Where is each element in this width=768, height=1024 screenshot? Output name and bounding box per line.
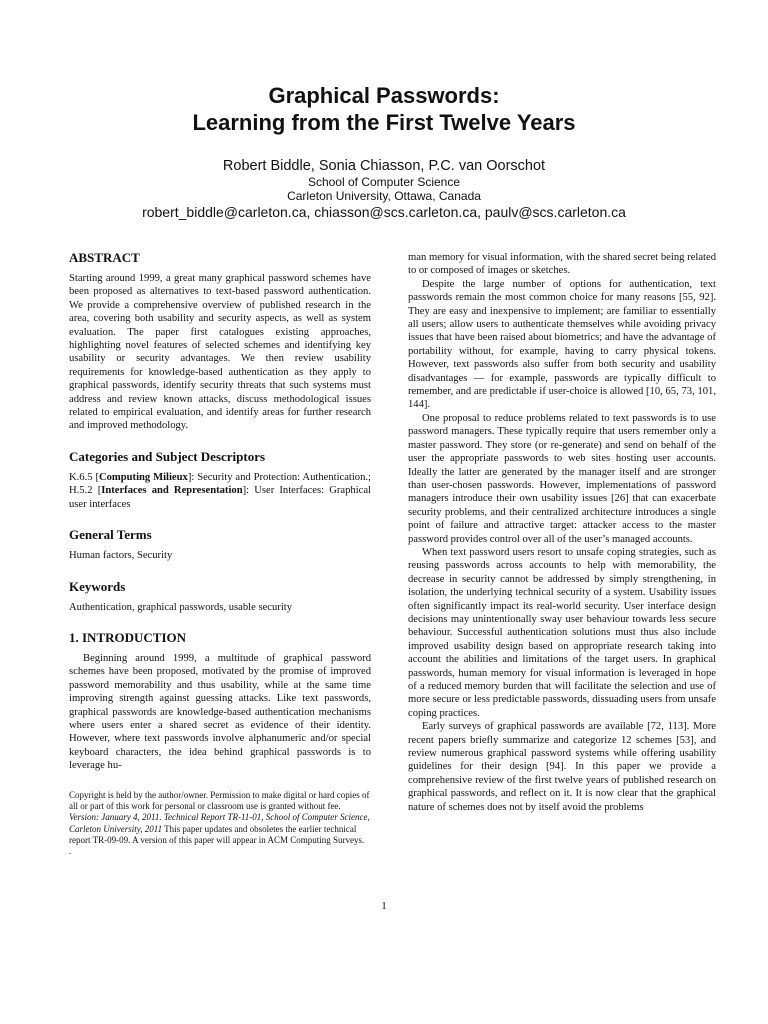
left-column (69, 250, 371, 773)
introduction-heading: 1. INTRODUCTION (69, 629, 187, 645)
copyright-footnote (69, 790, 374, 857)
abstract-heading: ABSTRACT (69, 250, 140, 265)
general-terms-text: Human factors, Security (69, 550, 173, 562)
title-block (60, 82, 708, 221)
title-line-1: Graphical Passwords: (268, 83, 500, 108)
keywords-heading: Keywords (69, 578, 126, 594)
affiliation-university: Carleton University, Ottawa, Canada (287, 189, 481, 203)
intro-paragraph-4: When text password users resort to unsafe coping strategies, such as reusing passwords across accounts to help with memorability, the decrease in security cannot be addressed by simply strengthening, in isolation, the underlying technical security of a system. Usability issues often significantly impact its real-world security. User interface design decisions may unintentionally sway user behaviour towards less secure behaviour. Successful authentication solutions must thus also include improved usability design based on appropriate research taking into account the abilities and limitations of the target users. In graphical passwords, human memory for visual information is leveraged in hope of a reduced memory burden that will facilitate the selection and use of more secure or less predictable passwords, dissuading users from unsafe coping practices. (408, 546, 716, 719)
right-column (408, 251, 716, 814)
intro-paragraph-5: Early surveys of graphical passwords are available [72, 113]. More recent papers briefly summarize and categorize 12 schemes [53], and review numerous graphical password systems while offering usability guidelines for their design [94]. In this paper we provide a comprehensive review of the first twelve years of published research on graphical passwords, and reflect on it. It is now clear that the graphical nature of schemes does not by itself avoid the problems (408, 721, 716, 813)
abstract-text: Starting around 1999, a great many graphical password schemes have been proposed as alternatives to text-based password authentication. We provide a comprehensive overview of published research in the area, covering both usability and security aspects, as well as system evaluation. The paper first catalogues existing approaches, highlighting novel features of selected schemes and identifying key usability or security advantages. We then review usability requirements for knowledge-based authentication as they apply to graphical passwords, identify security threats that such systems must address and review known attacks, discuss methodological issues related to empirical evaluation, and identify areas for further research and improved methodology. (69, 273, 371, 432)
general-terms-heading: General Terms (69, 527, 152, 543)
categories-text: K.6.5 [Computing Milieux]: Security and Protection: Authentication.; H.5.2 [Interfaces and Representation]: User Interfaces: Graphical user interfaces (69, 471, 371, 510)
intro-paragraph-1: man memory for visual information, with the shared secret being related to or composed of images or sketches. (408, 252, 716, 277)
author-emails: robert_biddle@carleton.ca, chiasson@scs.carleton.ca, paulv@scs.carleton.ca (142, 204, 626, 220)
page-number: 1 (381, 900, 387, 912)
paper-title (60, 82, 708, 136)
introduction-text: Beginning around 1999, a multitude of graphical password schemes have been proposed, motivated by the promise of improved password memorability and thus usability, while at the same time improving strength against guessing attacks. Like text passwords, graphical passwords are knowledge-based authentication mechanisms where users enter a shared secret as evidence of their identity. However, where text passwords involve alphanumeric and/or special keyboard characters, the idea behind graphical passwords is to leverage hu- (69, 652, 371, 772)
categories-heading: Categories and Subject Descriptors (69, 448, 266, 464)
intro-paragraph-3: One proposal to reduce problems related to text passwords is to use password managers. These typically require that users remember only a master password. They store (or re-generate) and send on behalf of the user the appropriate passwords to web sites hosting user accounts. Ideally the latter are generated by the manager itself and are stronger than user-chosen passwords. However, implementations of password managers introduce their own usability issues [26] that can exacerbate security problems, and their centralized architecture introduces a single point of failure and attractive target: attacker access to the master password provides control over all of the user’s managed accounts. (408, 412, 716, 545)
footnote-version: Version: January 4, 2011. Technical Report TR-11-01, School of Computer Science, Carleton University, 2011 This paper updates and obsoletes the earlier technical report TR-09-09. A version of this paper will appear in ACM Computing Surveys. (69, 812, 370, 845)
footnote-dot: . (69, 846, 72, 857)
keywords-text: Authentication, graphical passwords, usable security (69, 601, 292, 613)
intro-paragraph-2: Despite the large number of options for authentication, text passwords remain the most common choice for many reasons [55, 92]. They are easy and inexpensive to implement; are familiar to essentially all users; allow users to authenticate themselves while avoiding privacy issues that have been raised about biometrics; and have the advantage of portability without, for example, having to carry physical tokens. However, text passwords also suffer from both security and usability disadvantages — for example, passwords are typically difficult to remember, and are predictable if user-choice is allowed [10, 65, 73, 101, 144]. (408, 278, 716, 411)
author-list: Robert Biddle, Sonia Chiasson, P.C. van Oorschot (222, 158, 546, 174)
affiliation-department: School of Computer Science (307, 175, 461, 189)
footnote-copyright: Copyright is held by the author/owner. Permission to make digital or hard copies of all or part of this work for personal or classroom use is granted without fee. (69, 790, 370, 812)
title-line-2: Learning from the First Twelve Years (192, 110, 576, 135)
